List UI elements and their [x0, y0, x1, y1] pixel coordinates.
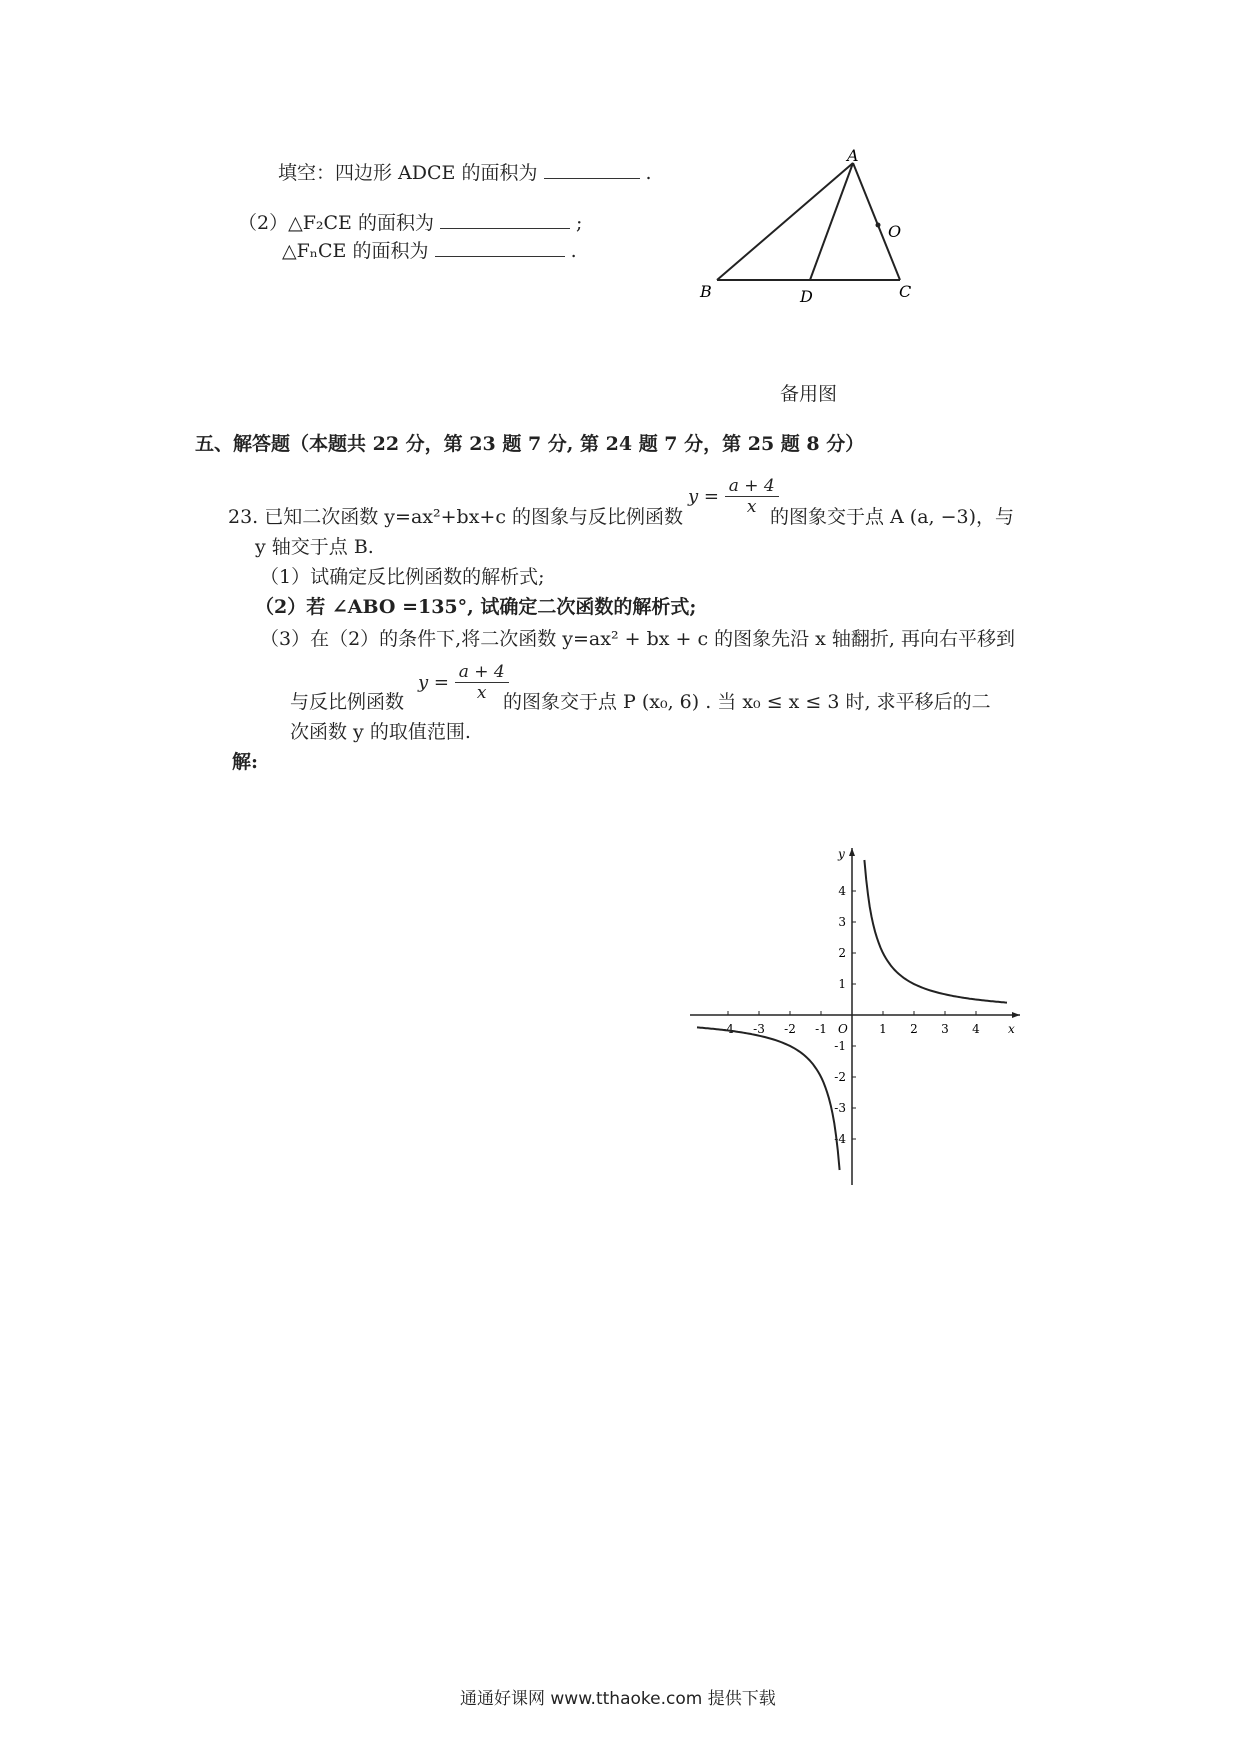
label-a: A	[847, 146, 859, 165]
fraction-1: y = $\frac{a + 4}{x}$	[688, 476, 779, 517]
q23-line1b: 的图象交于点 A (a, −3)，与	[770, 506, 1015, 528]
x-tick-label: -4	[722, 1022, 734, 1036]
answer-blank[interactable]	[440, 210, 570, 229]
side-ab	[717, 163, 853, 280]
x-tick-label: 2	[910, 1022, 918, 1036]
y-tick-label: 3	[838, 915, 846, 929]
label-c: C	[899, 282, 912, 301]
x-tick-label: -1	[815, 1022, 827, 1036]
x-tick-label: 4	[972, 1022, 980, 1036]
y-tick-label: -2	[834, 1070, 846, 1084]
y-tick-label: -3	[834, 1101, 846, 1115]
point-o	[876, 223, 881, 228]
y-axis-label: y	[838, 847, 845, 861]
section-heading: 五、解答题（本题共 22 分，第 23 题 7 分, 第 24 题 7 分，第 25 题 8 分）	[195, 433, 865, 455]
x-tick-label: -2	[784, 1022, 796, 1036]
x-axis-arrow	[1012, 1012, 1020, 1018]
q2-text: （2）△F₂CE 的面积为	[238, 212, 434, 234]
x-tick-label: 3	[941, 1022, 949, 1036]
q23-sub2: （2）若 ∠ABO =135°, 试确定二次函数的解析式;	[255, 596, 697, 618]
y-tick-label: -4	[834, 1132, 846, 1146]
x-tick-label: 1	[879, 1022, 887, 1036]
curve-branch-quadrant-1	[864, 860, 1007, 1003]
footer-text: 通通好课网 www.tthaoke.com 提供下载	[460, 1689, 776, 1709]
y-tick-label: -1	[834, 1039, 846, 1053]
q2-line: （2）△F₂CE 的面积为 ;	[238, 212, 583, 234]
triangle-figure	[690, 145, 940, 305]
y-axis-arrow	[849, 848, 855, 856]
label-o: O	[888, 222, 902, 241]
q23-sub3-line2b: 的图象交于点 P (x₀, 6) . 当 x₀ ≤ x ≤ 3 时, 求平移后的二	[503, 691, 991, 713]
answer-blank[interactable]	[435, 238, 565, 257]
fraction-denominator: x	[746, 497, 757, 517]
fraction-numerator: a + 4	[455, 662, 509, 683]
q23-sub3-line3: 次函数 y 的取值范围.	[290, 721, 471, 743]
q23-sub3-line2a: 与反比例函数	[290, 691, 405, 713]
y-tick-label: 2	[838, 946, 846, 960]
fraction-denominator: x	[476, 683, 487, 703]
x-tick-label: -3	[753, 1022, 765, 1036]
y-tick-label: 4	[838, 884, 846, 898]
q2b-text: △FₙCE 的面积为	[282, 240, 429, 262]
origin-label: O	[838, 1022, 848, 1036]
x-axis-label: x	[1008, 1022, 1015, 1036]
y-tick-label: 1	[838, 977, 846, 991]
q2b-line: △FₙCE 的面积为 .	[282, 240, 577, 262]
label-b: B	[700, 282, 712, 301]
fill-area-line: 填空：四边形 ADCE 的面积为 .	[278, 162, 652, 184]
label-d: D	[800, 287, 813, 305]
q23-line2: y 轴交于点 B.	[255, 536, 374, 558]
hyperbola-chart	[680, 840, 1030, 1190]
fraction-numerator: a + 4	[725, 476, 779, 497]
q23-sub3-line1: （3）在（2）的条件下,将二次函数 y=ax² + bx + c 的图象先沿 x 轴翻折, 再向右平移到	[260, 628, 1016, 650]
figure-caption: 备用图	[780, 383, 838, 405]
answer-label: 解:	[232, 751, 259, 773]
answer-blank[interactable]	[544, 160, 640, 179]
q23-sub1: （1）试确定反比例函数的解析式;	[260, 566, 545, 588]
fill-area-text: 填空：四边形 ADCE 的面积为	[278, 162, 538, 184]
q23-line1a: 23. 已知二次函数 y=ax²+bx+c 的图象与反比例函数	[228, 506, 684, 528]
fraction-2: y = $\frac{a + 4}{x}$	[418, 662, 509, 703]
curve-branch-quadrant-3	[697, 1027, 840, 1170]
